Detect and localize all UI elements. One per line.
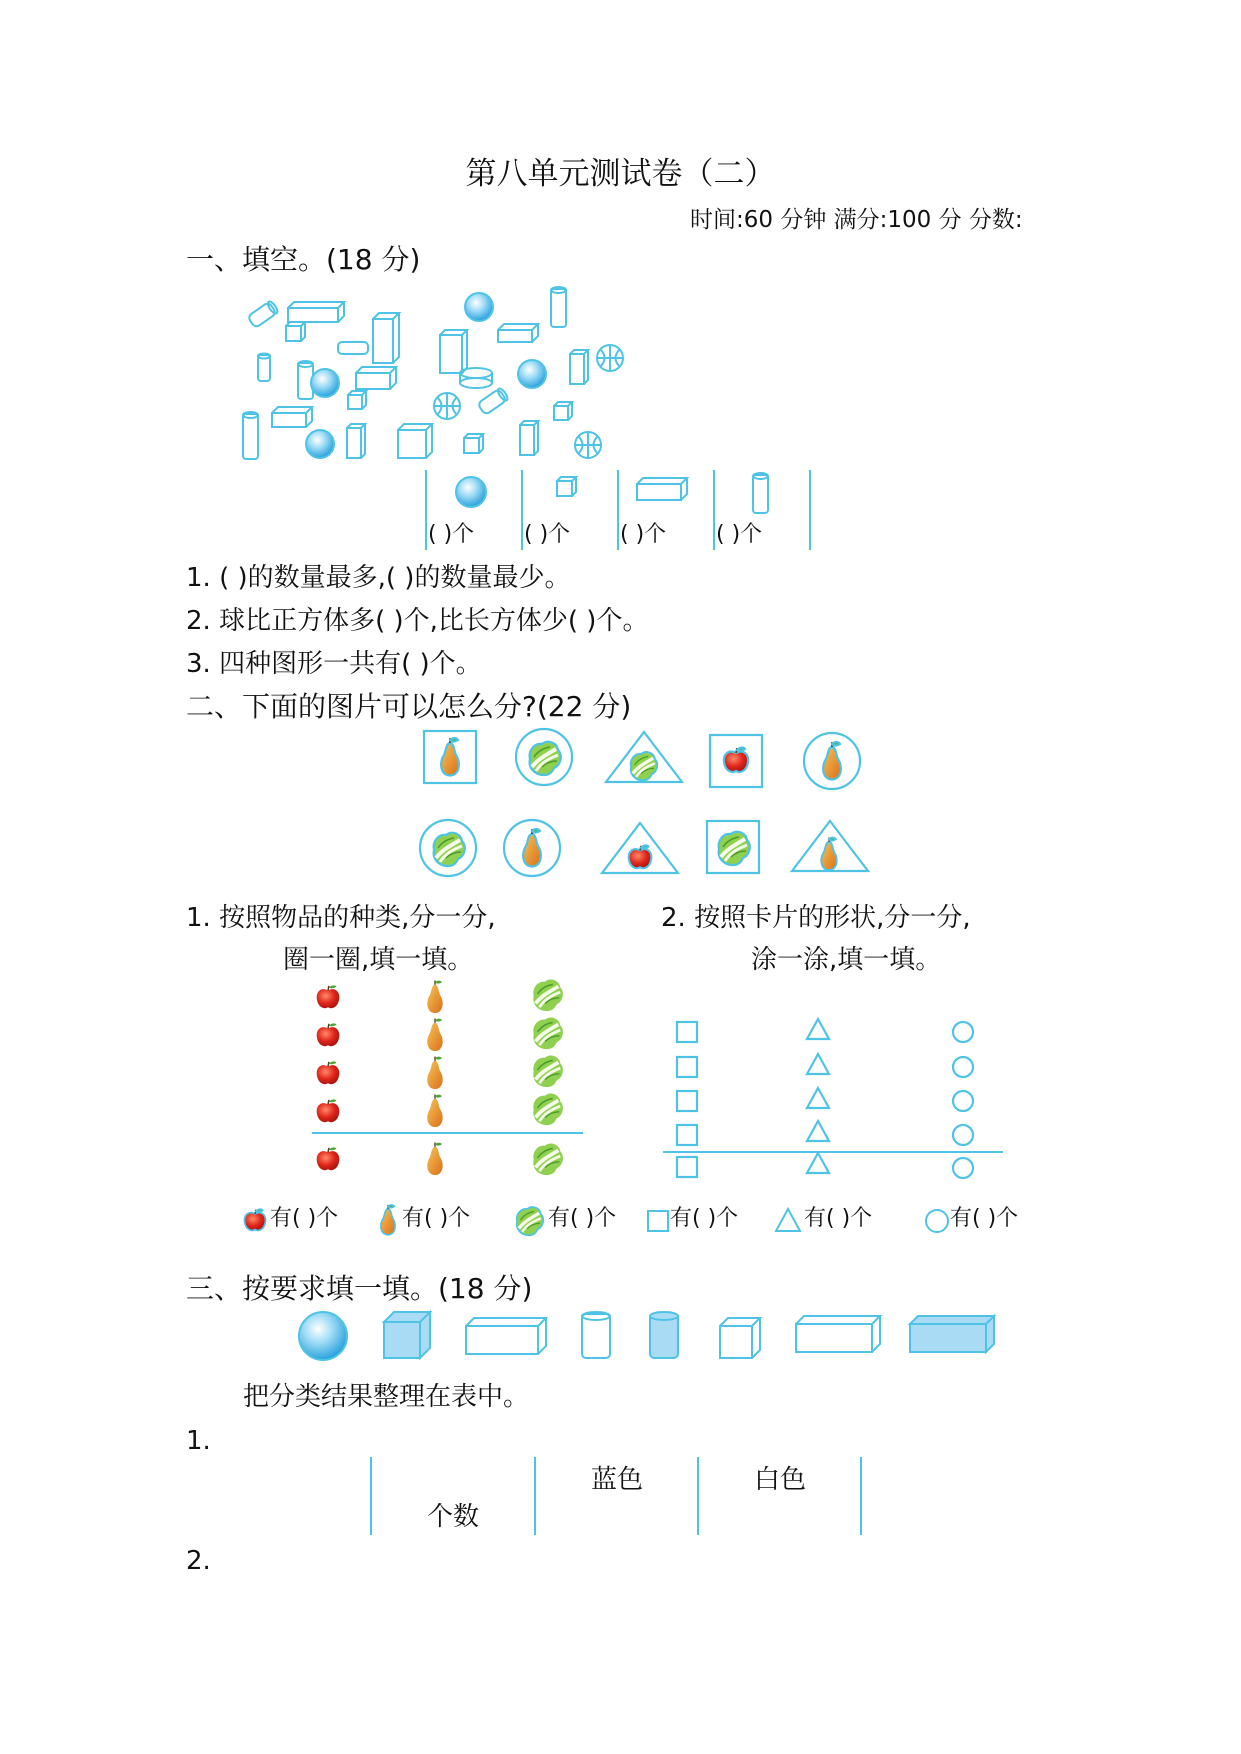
picture-cards bbox=[420, 728, 870, 878]
table-divider bbox=[370, 1457, 372, 1535]
section1-heading: 一、填空。(18 分) bbox=[186, 243, 421, 276]
apple-icon bbox=[245, 1209, 266, 1230]
cylinder-shape-blue bbox=[650, 1312, 678, 1358]
section3-q2-number: 2. bbox=[186, 1546, 211, 1576]
card-circle-cabbage bbox=[420, 820, 476, 876]
cabbage-icon bbox=[533, 1056, 563, 1088]
cuboid-shape bbox=[520, 421, 538, 455]
apple-icon bbox=[317, 1061, 340, 1084]
apple-icon bbox=[317, 1147, 340, 1170]
kind-sorting-grid[interactable] bbox=[300, 975, 600, 1185]
card-triangle-pear bbox=[792, 821, 868, 871]
cube-shape bbox=[464, 434, 483, 453]
pear-icon bbox=[427, 1143, 442, 1176]
task-2-2-line1: 2. 按照卡片的形状,分一分, bbox=[661, 903, 971, 933]
card-square-apple bbox=[710, 735, 762, 787]
table-header-white: 白色 bbox=[754, 1465, 807, 1495]
circle-icon bbox=[926, 1210, 948, 1232]
cabbage-icon bbox=[517, 1207, 543, 1235]
section3-heading: 三、按要求填一填。(18 分) bbox=[186, 1272, 533, 1305]
section2-heading: 二、下面的图片可以怎么分?(22 分) bbox=[186, 690, 632, 723]
cuboid-shape-white bbox=[796, 1316, 880, 1352]
page-title: 第八单元测试卷（二） bbox=[465, 156, 776, 192]
cylinder-shape bbox=[338, 342, 368, 354]
cube-shape bbox=[398, 424, 432, 458]
task-2-1-line1: 1. 按照物品的种类,分一分, bbox=[186, 903, 496, 933]
basketball-shape bbox=[434, 393, 460, 419]
tally-count-sphere[interactable]: ( )个 bbox=[428, 522, 475, 547]
task-2-1-line2: 圈一圈,填一填。 bbox=[283, 945, 474, 975]
cylinder-shape bbox=[477, 387, 509, 415]
cylinder-shape bbox=[247, 300, 279, 328]
square-column bbox=[677, 1022, 697, 1177]
card-circle-pear bbox=[504, 820, 560, 876]
cabbage-icon bbox=[533, 1018, 563, 1050]
sphere-shape bbox=[306, 430, 334, 458]
apple-icon bbox=[317, 1099, 340, 1122]
sphere-icon bbox=[456, 477, 486, 507]
exam-meta: 时间:60 分钟 满分:100 分 分数: bbox=[690, 207, 1023, 233]
triangle-column bbox=[807, 1019, 829, 1173]
sphere-shape bbox=[518, 360, 546, 388]
cabbage-count[interactable]: 有( )个 bbox=[548, 1206, 617, 1231]
table-divider bbox=[697, 1457, 699, 1535]
square-icon bbox=[648, 1211, 668, 1231]
pear-count[interactable]: 有( )个 bbox=[402, 1206, 471, 1231]
basketball-shape bbox=[597, 345, 623, 371]
card-circle-pear bbox=[804, 733, 860, 789]
section3-shapes bbox=[298, 1308, 998, 1364]
question-1-1: 1. ( )的数量最多,( )的数量最少。 bbox=[186, 563, 571, 593]
tally-shapes bbox=[425, 470, 815, 520]
table-divider bbox=[534, 1457, 536, 1535]
cuboid-shape bbox=[570, 350, 588, 384]
cube-shape bbox=[348, 391, 366, 409]
tally-count-cuboid[interactable]: ( )个 bbox=[620, 522, 667, 547]
card-square-pear bbox=[424, 731, 476, 783]
cube-shape-white bbox=[720, 1318, 760, 1358]
scattered-shapes-figure bbox=[240, 285, 640, 475]
section3-instruction: 把分类结果整理在表中。 bbox=[243, 1382, 530, 1412]
cylinder-shape bbox=[258, 354, 270, 382]
cube-shape bbox=[554, 402, 572, 420]
pear-icon bbox=[427, 1095, 442, 1128]
cylinder-icon bbox=[753, 473, 768, 513]
table-header-blue: 蓝色 bbox=[591, 1465, 644, 1495]
square-count[interactable]: 有( )个 bbox=[670, 1206, 739, 1231]
cuboid-shape bbox=[272, 407, 312, 427]
question-1-3: 3. 四种图形一共有( )个。 bbox=[186, 649, 482, 679]
table-row-label-count: 个数 bbox=[427, 1502, 480, 1532]
cube-shape bbox=[286, 322, 305, 341]
cuboid-shape bbox=[356, 367, 396, 389]
apple-icon bbox=[317, 985, 340, 1008]
apple-icon bbox=[317, 1023, 340, 1046]
cuboid-shape bbox=[373, 313, 399, 363]
cuboid-shape-blue bbox=[910, 1316, 994, 1352]
cuboid-icon bbox=[637, 478, 687, 500]
count-row-icons bbox=[240, 1203, 1050, 1237]
card-circle-cabbage bbox=[516, 729, 572, 785]
cabbage-icon bbox=[533, 980, 563, 1012]
cylinder-shape-white bbox=[582, 1312, 610, 1358]
cylinder-shape bbox=[243, 412, 258, 459]
sphere-shape bbox=[465, 293, 493, 321]
sphere-shape bbox=[311, 369, 339, 397]
pear-icon bbox=[427, 1057, 442, 1090]
triangle-count[interactable]: 有( )个 bbox=[804, 1206, 873, 1231]
card-triangle-cabbage bbox=[606, 732, 682, 782]
cube-icon bbox=[557, 477, 576, 496]
pear-icon bbox=[427, 981, 442, 1014]
cuboid-shape bbox=[347, 424, 365, 458]
pear-icon bbox=[427, 1019, 442, 1052]
circle-count[interactable]: 有( )个 bbox=[950, 1206, 1019, 1231]
question-1-2: 2. 球比正方体多( )个,比长方体少( )个。 bbox=[186, 606, 649, 636]
task-2-2-line2: 涂一涂,填一填。 bbox=[751, 945, 942, 975]
tally-count-cube[interactable]: ( )个 bbox=[524, 522, 571, 547]
cube-shape-blue bbox=[384, 1312, 430, 1358]
shape-sorting-grid[interactable] bbox=[655, 1015, 1005, 1195]
cuboid-shape bbox=[288, 302, 344, 322]
cabbage-icon bbox=[533, 1144, 563, 1176]
pear-icon bbox=[381, 1205, 395, 1235]
cuboid-shape-white bbox=[466, 1318, 546, 1354]
apple-column bbox=[317, 985, 340, 1170]
card-square-cabbage bbox=[707, 821, 759, 873]
cuboid-shape bbox=[440, 330, 467, 373]
basketball-shape bbox=[575, 432, 601, 458]
card-triangle-apple bbox=[602, 823, 678, 873]
cylinder-shape bbox=[551, 287, 566, 327]
triangle-icon bbox=[776, 1209, 800, 1231]
table-divider bbox=[860, 1457, 862, 1535]
apple-count[interactable]: 有( )个 bbox=[270, 1206, 339, 1231]
section3-q1-number: 1. bbox=[186, 1426, 211, 1456]
cuboid-shape bbox=[498, 324, 538, 342]
pear-column bbox=[427, 981, 442, 1176]
cabbage-column bbox=[533, 980, 563, 1176]
cabbage-icon bbox=[533, 1094, 563, 1126]
tally-count-cylinder[interactable]: ( )个 bbox=[716, 522, 763, 547]
circle-column bbox=[953, 1022, 973, 1178]
sphere-shape-blue bbox=[299, 1312, 347, 1360]
